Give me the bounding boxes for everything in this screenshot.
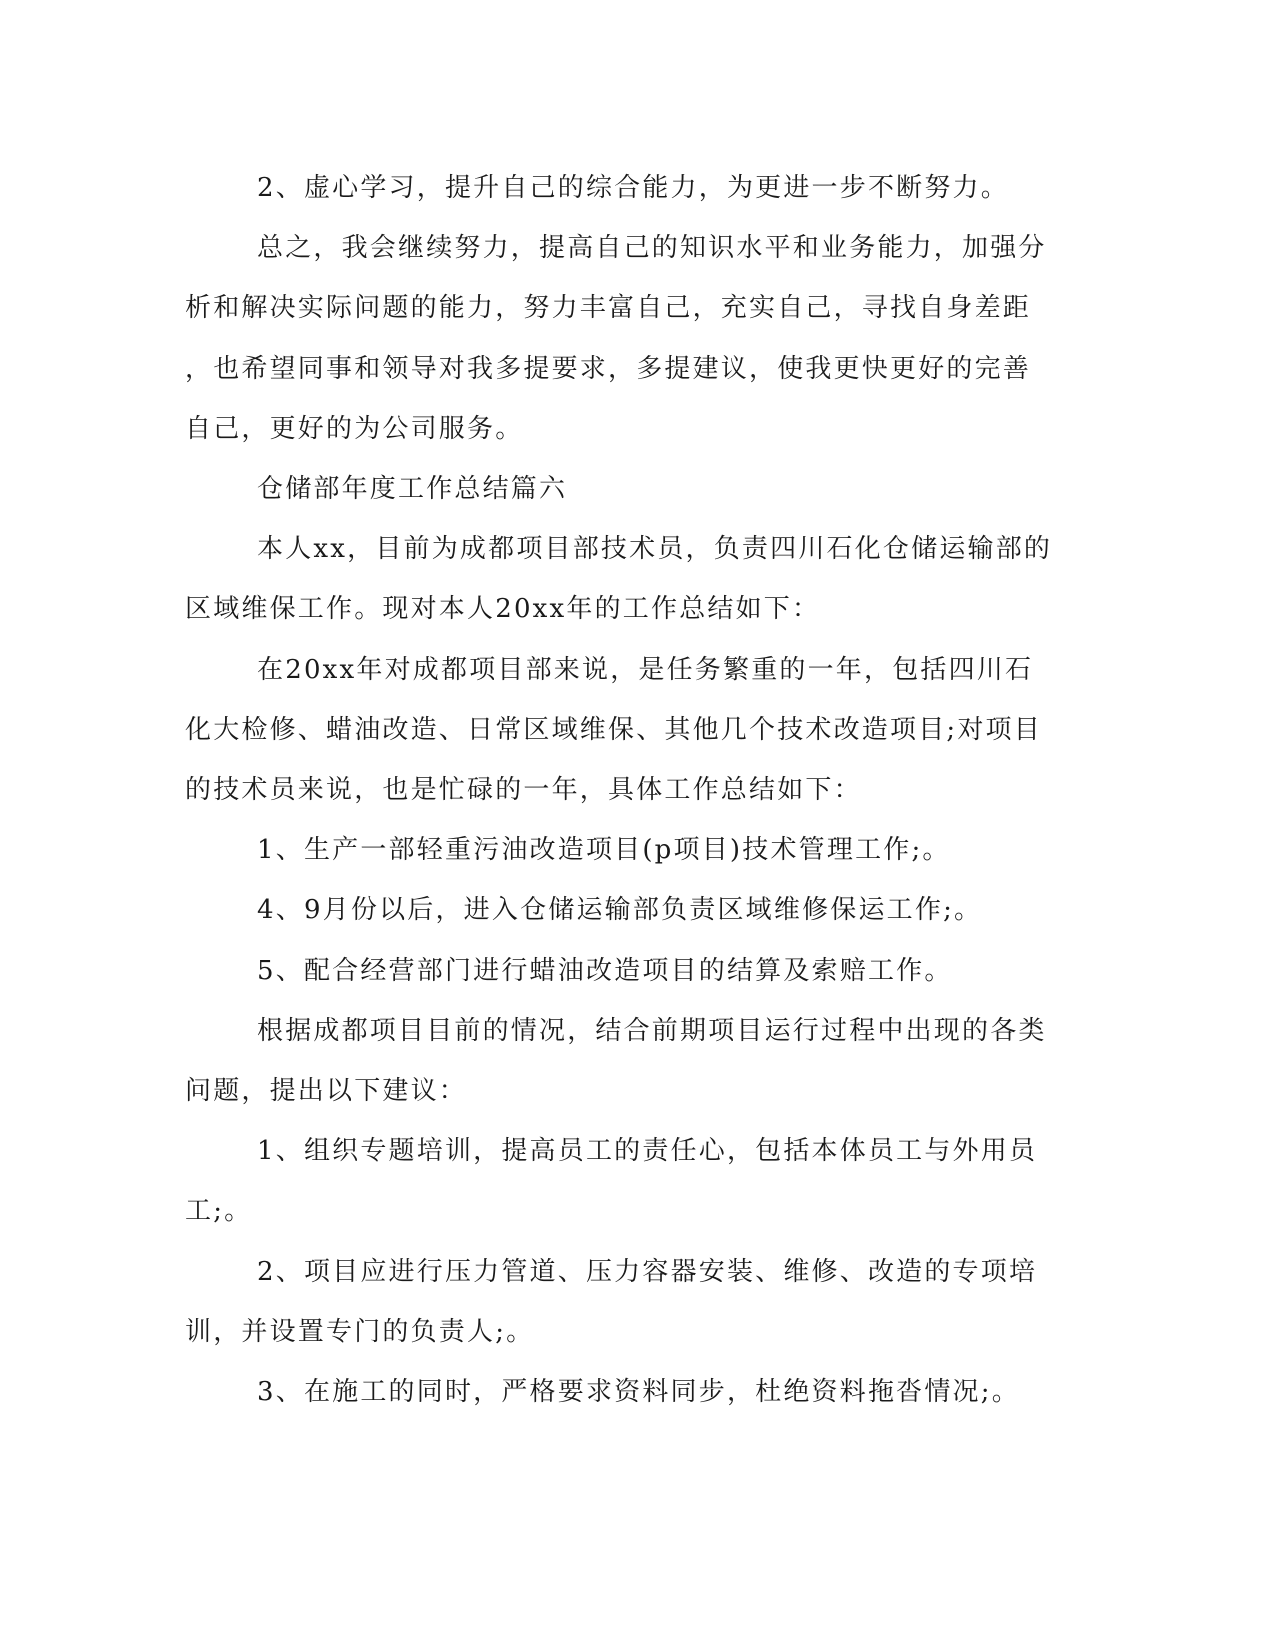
list-item: 4、9月份以后，进入仓储运输部负责区域维修保运工作;。 [257, 895, 983, 926]
paragraph-line: 区域维保工作。现对本人20xx年的工作总结如下： [185, 594, 821, 625]
list-item: 工;。 [185, 1196, 253, 1227]
paragraph-line: 根据成都项目目前的情况，结合前期项目运行过程中出现的各类 [257, 1015, 1047, 1046]
paragraph-line: 在20xx年对成都项目部来说，是任务繁重的一年，包括四川石 [257, 654, 1034, 685]
list-item: 2、项目应进行压力管道、压力容器安装、维修、改造的专项培 [257, 1256, 1038, 1287]
paragraph-line: 自己，更好的为公司服务。 [185, 413, 524, 444]
document-body [185, 158, 1075, 1422]
list-item: 1、生产一部轻重污油改造项目(p项目)技术管理工作;。 [257, 835, 951, 866]
paragraph-line: 2、虚心学习，提升自己的综合能力，为更进一步不断努力。 [257, 173, 1009, 203]
paragraph-line: 问题，提出以下建议： [185, 1076, 468, 1107]
section-heading: 仓储部年度工作总结篇六 [257, 474, 568, 505]
list-item: 训，并设置专门的负责人;。 [185, 1316, 535, 1347]
list-item: 3、在施工的同时，严格要求资料同步，杜绝资料拖沓情况;。 [257, 1377, 1020, 1408]
paragraph-line: 析和解决实际问题的能力，努力丰富自己，充实自己，寻找自身差距 [185, 293, 1032, 324]
paragraph-line: 总之，我会继续努力，提高自己的知识水平和业务能力，加强分 [257, 233, 1047, 264]
paragraph-line: 化大检修、蜡油改造、日常区域维保、其他几个技术改造项目;对项目 [185, 714, 1042, 745]
paragraph-line: ，也希望同事和领导对我多提要求，多提建议，使我更快更好的完善 [185, 353, 1032, 384]
list-item: 1、组织专题培训，提高员工的责任心，包括本体员工与外用员 [257, 1136, 1038, 1167]
paragraph-line: 本人xx，目前为成都项目部技术员，负责四川石化仓储运输部的 [257, 534, 1053, 565]
paragraph-line: 的技术员来说，也是忙碌的一年，具体工作总结如下： [185, 775, 862, 806]
list-item: 5、配合经营部门进行蜡油改造项目的结算及索赔工作。 [257, 955, 953, 986]
